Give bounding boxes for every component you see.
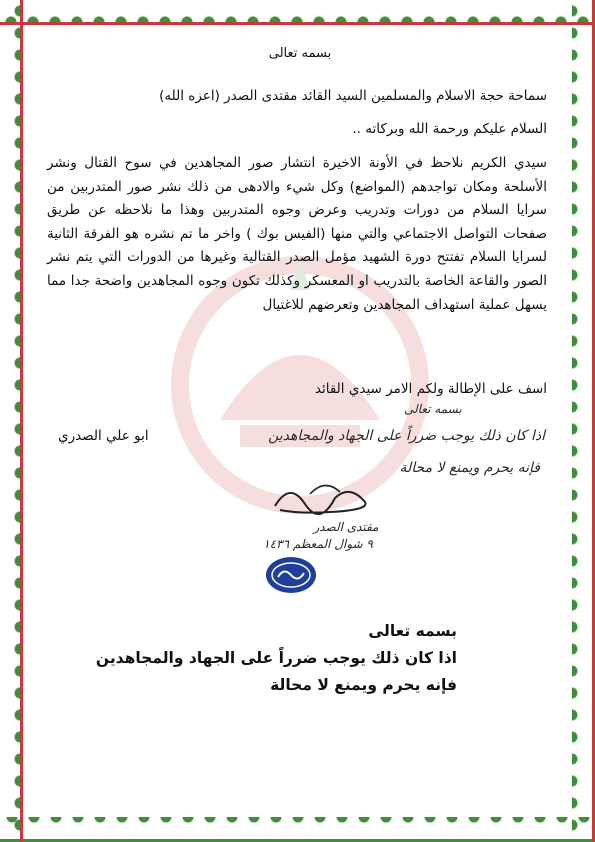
official-stamp (264, 555, 318, 595)
decorative-border-right (572, 0, 595, 842)
printed-reply-line-1: اذا كان ذلك يوجب ضرراً على الجهاد والمجاهدين (95, 649, 457, 667)
handwritten-basmala: بسمه تعالى (404, 402, 462, 416)
letter-body: سيدي الكريم نلاحظ في الأونة الاخيرة انتشار صور المجاهدين في سوح القتال ونشر الأسلحة ومكان تواجدهم (المواضع) وكل شيء والادهى من ذلك نشر صور المتدربين من سرايا السلام من دورات وتدريب وعرض وجوه المتدربين وهذا ما نلاحظه عن طريق صفحات التواصل الاجتماعي والتي منها (الفيس بوك ) واخر ما تم نشره هو الفرقة الثانية لسرايا السلام تفتتح دورة الشهيد مؤمل الصدر القتالية وغيرها من الدورات التي يتم نشر الصور والقاعة الخاصة بالتدريب او المعسكر وكذلك تكون وجوه المجاهدين واضحة جدا مما يسهل عملية استهداف المجاهدين وتعرضهم للاغتيال (47, 155, 547, 313)
handwritten-signature-name: مقتدى الصدر (313, 520, 379, 534)
signature-scribble (270, 476, 380, 520)
decorative-border-bottom (0, 817, 595, 842)
letter-signer: ابو علي الصدري (58, 428, 149, 444)
decorative-border-left (0, 0, 23, 842)
printed-basmala: بسمه تعالى (368, 622, 457, 640)
letter-basmala: بسمه تعالى (268, 46, 332, 61)
letter-address: سماحة حجة الاسلام والمسلمين السيد القائد مقتدى الصدر (اعزه الله) (159, 88, 547, 104)
printed-reply-line-2: فإنه يحرم ويمنع لا محالة (270, 676, 457, 694)
handwritten-reply-line-2: فإنه يحرم ويمنع لا محالة (399, 460, 540, 476)
decorative-border-top (0, 0, 595, 25)
letter-greeting: السلام عليكم ورحمة الله وبركاته .. (352, 121, 547, 137)
handwritten-reply-line-1: اذا كان ذلك يوجب ضرراً على الجهاد والمجاهدين (268, 428, 545, 444)
handwritten-date: ٩ شوال المعظم ١٤٣٦ (263, 537, 373, 551)
letter-closing: اسف على الإطالة ولكم الامر سيدي القائد (314, 381, 547, 397)
